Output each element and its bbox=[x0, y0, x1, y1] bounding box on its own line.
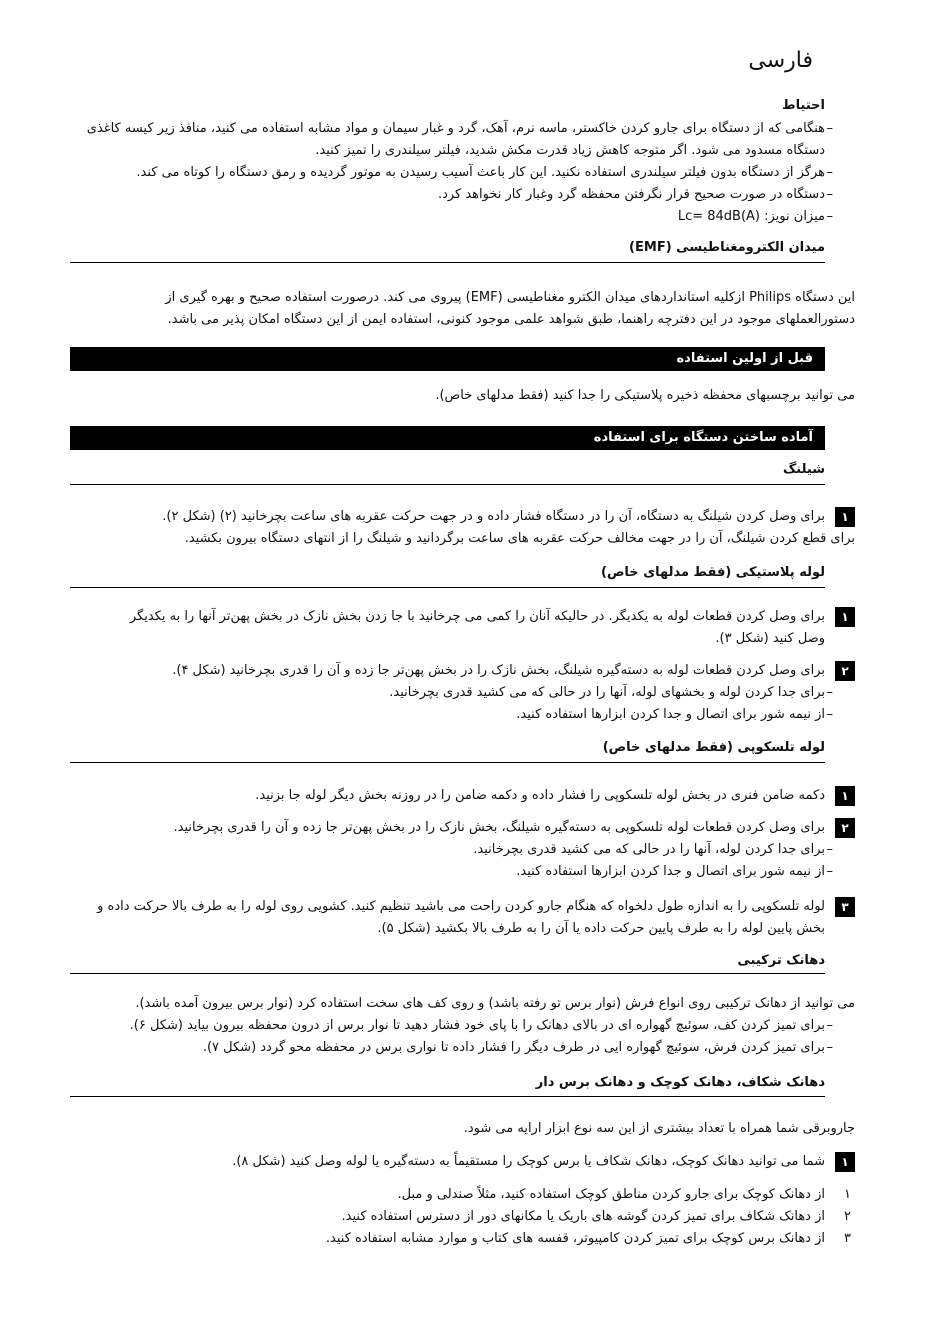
section-bar-preparing: آماده ساختن دستگاه برای استفاده bbox=[70, 426, 825, 450]
bullet-dash: – bbox=[826, 165, 833, 180]
section-divider bbox=[70, 587, 825, 588]
crevice-item-3: از دهانک برس کوچک برای تمیز کردن کامپیوتر، قفسه های کتاب و موارد مشابه استفاده کنید. bbox=[325, 1231, 825, 1246]
plastic-tube-title: لوله پلاستیکی (فقط مدلهای خاص) bbox=[601, 565, 825, 580]
crevice-item-1: از دهانک کوچک برای جارو کردن مناطق کوچک استفاده کنید، مثلاً صندلی و مبل. bbox=[397, 1187, 825, 1202]
plastic-step-2-note-1: برای جدا کردن لوله و بخشهای لوله، آنها را در حالی که می کشید قدری بچرخانید. bbox=[389, 685, 825, 700]
step-number: ١ bbox=[835, 507, 855, 527]
plastic-step-1-cont: وصل کنید (شکل ۳). bbox=[715, 631, 825, 646]
section-divider bbox=[70, 1096, 825, 1097]
crevice-tools-intro: جاروبرقی شما همراه با تعداد بیشتری از این سه نوع ابزار ارایه می شود. bbox=[463, 1121, 855, 1136]
combination-nozzle-text: می توانید از دهانک ترکیبی روی انواع فرش (نوار برس تو رفته باشد) و روی کف های سخت استفاده کرد (نوار برس بیرون آمده باشد). bbox=[135, 996, 855, 1011]
emf-line-2: دستورالعملهای موجود در این دفترچه راهنما، طبق شواهد علمی موجود کنونی، استفاده ایمن از این دستگاه امکان پذیر می باشد. bbox=[167, 312, 855, 327]
list-number: ٣ bbox=[844, 1231, 851, 1246]
step-number: ١ bbox=[835, 786, 855, 806]
combination-nozzle-title: دهانک ترکیبی bbox=[737, 953, 825, 968]
bullet-dash: – bbox=[826, 209, 833, 224]
section-divider bbox=[70, 262, 825, 263]
emf-title: میدان الکترومغناطیسی (EMF) bbox=[629, 240, 825, 255]
before-use-text: می توانید برچسبهای محفظه ذخیره پلاستیکی را جدا کنید (فقط مدلهای خاص). bbox=[435, 388, 855, 403]
plastic-step-2: برای وصل کردن قطعات لوله به دسته‌گیره شیلنگ، بخش نازک را در بخش پهن‌تر جا زده و آن را قدری بچرخانید (شکل ۴). bbox=[172, 663, 825, 678]
warning-item-4: میزان نویز: Lc= 84dB(A) bbox=[677, 209, 825, 224]
warning-item-1: هنگامی که از دستگاه برای جارو کردن خاکستر، ماسه نرم، آهک، گرد و غبار سیمان و مواد مشابه استفاده می کنید، منافذ زیر کیسه کاغذی دستگاه مسدود می شود. اگر متوجه کاهش زیاد قدرت مکش شدید، فیلتر سیلندری را تمیز کنید. bbox=[86, 121, 825, 158]
warning-item-3: دستگاه در صورت صحیح قرار نگرفتن محفظه گرد وغبار کار نخواهد کرد. bbox=[437, 187, 825, 202]
plastic-step-2-note-2: از نیمه شور برای اتصال و جدا کردن ابزارها استفاده کنید. bbox=[516, 707, 825, 722]
hose-step-1-cont: برای قطع کردن شیلنگ، آن را در جهت مخالف حرکت عقربه های ساعت برگردانید و شیلنگ را از انتهای دستگاه بیرون بکشید. bbox=[184, 531, 855, 546]
step-number: ٢ bbox=[835, 661, 855, 681]
crevice-tools-title: دهانک شکاف، دهانک کوچک و دهانک برس دار bbox=[535, 1075, 825, 1090]
step-number: ١ bbox=[835, 607, 855, 627]
telescopic-step-2-note-1: برای جدا کردن لوله، آنها را در حالی که می کشید قدری بچرخانید. bbox=[473, 842, 825, 857]
bullet-dash: – bbox=[826, 864, 833, 879]
bullet-dash: – bbox=[826, 187, 833, 202]
section-divider bbox=[70, 762, 825, 763]
list-number: ١ bbox=[844, 1187, 851, 1202]
section-divider bbox=[70, 484, 825, 485]
plastic-step-1: برای وصل کردن قطعات لوله به یکدیگر. در حالیکه آنان را کمی می چرخانید با جا زدن بخش نازک در بخش پهن‌تر آنها را به یکدیگر bbox=[129, 609, 825, 624]
bullet-dash: – bbox=[826, 685, 833, 700]
list-number: ٢ bbox=[844, 1209, 851, 1224]
bullet-dash: – bbox=[826, 707, 833, 722]
bullet-dash: – bbox=[826, 842, 833, 857]
telescopic-step-3-cont: بخش پایین لوله را به طرف پایین حرکت داده یا آن را به طرف بالا بکشید (شکل ۵). bbox=[377, 921, 825, 936]
step-number: ١ bbox=[835, 1152, 855, 1172]
combination-nozzle-note-1: برای تمیز کردن کف، سوئیچ گهواره ای در بالای دهانک را با پای خود فشار دهید تا نوار برس از درون محفظه بیرون بیاید (شکل ۶). bbox=[129, 1018, 825, 1033]
telescopic-tube-title: لوله تلسکوپی (فقط مدلهای خاص) bbox=[602, 740, 825, 755]
section-divider bbox=[70, 973, 825, 974]
combination-nozzle-note-2: برای تمیز کردن فرش، سوئیچ گهواره ایی در طرف دیگر را فشار داده تا نواری برس در محفظه محو گردد (شکل ۷). bbox=[202, 1040, 825, 1055]
section-bar-before-use: قبل از اولین استفاده bbox=[70, 347, 825, 371]
bullet-dash: – bbox=[826, 1018, 833, 1033]
language-heading: فارسی bbox=[748, 48, 813, 73]
step-number: ٢ bbox=[835, 818, 855, 838]
telescopic-step-2-note-2: از نیمه شور برای اتصال و جدا کردن ابزارها استفاده کنید. bbox=[516, 864, 825, 879]
telescopic-step-3: لوله تلسکوپی را به اندازه طول دلخواه که هنگام جارو کردن راحت می باشید تنظیم کنید. کشویی روی لوله را به طرف بالا حرکت داده و bbox=[97, 899, 825, 914]
crevice-item-2: از دهانک شکاف برای تمیز کردن گوشه های باریک یا مکانهای دور از دسترس استفاده کنید. bbox=[341, 1209, 825, 1224]
step-number: ٣ bbox=[835, 897, 855, 917]
warning-item-2: هرگز از دستگاه بدون فیلتر سیلندری استفاده نکنید. این کار باعث آسیب رسیدن به موتور گردیده و رمق دستگاه را کوتاه می کند. bbox=[136, 165, 825, 180]
telescopic-step-2: برای وصل کردن قطعات لوله تلسکوپی به دسته‌گیره شیلنگ، بخش نازک را در بخش پهن‌تر جا زده و آن را قدری بچرخانید. bbox=[173, 820, 825, 835]
hose-title: شیلنگ bbox=[782, 462, 825, 477]
hose-step-1: برای وصل کردن شیلنگ به دستگاه، آن را در دستگاه فشار داده و در جهت حرکت عقربه های ساعت بچرخانید (۲) (شکل ۲). bbox=[162, 509, 825, 524]
warnings-title: احتیاط bbox=[782, 98, 825, 113]
bullet-dash: – bbox=[826, 1040, 833, 1055]
telescopic-step-1: دکمه ضامن فنری در بخش لوله تلسکوپی را فشار داده و دکمه ضامن را در روزنه بخش دیگر لوله جا بزنید. bbox=[255, 788, 825, 803]
crevice-step-1: شما می توانید دهانک کوچک، دهانک شکاف یا برس کوچک را مستقیماً به دسته‌گیره یا لوله وصل کنید (شکل ۸). bbox=[232, 1154, 825, 1169]
bullet-dash: – bbox=[826, 121, 833, 136]
emf-line-1: این دستگاه Philips ازکلیه استانداردهای میدان الکترو مغناطیسی (EMF) پیروی می کند. درصورت استفاده صحیح و بهره گیری از bbox=[165, 290, 855, 305]
